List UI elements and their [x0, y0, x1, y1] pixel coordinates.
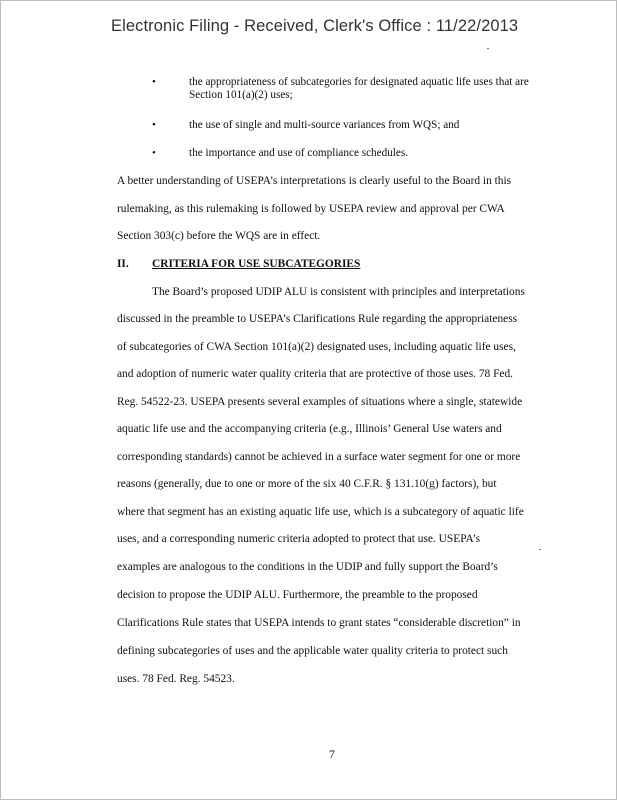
bullet-marker: •: [152, 119, 156, 131]
text-line: decision to propose the UDIP ALU. Furthermore, the preamble to the proposed: [117, 589, 478, 601]
text-line: of subcategories of CWA Section 101(a)(2) designated uses, including aquatic life uses,: [117, 341, 516, 353]
bullet-marker: •: [152, 147, 156, 159]
text-line: reasons (generally, due to one or more of the six 40 C.F.R. § 131.10(g) factors), but: [117, 478, 497, 490]
text-line: and adoption of numeric water quality criteria that are protective of those uses. 78 Fed.: [117, 368, 514, 380]
text-line: corresponding standards) cannot be achieved in a surface water segment for one or more: [117, 451, 521, 463]
text-line: A better understanding of USEPA’s interpretations is clearly useful to the Board in this: [117, 175, 512, 187]
filing-stamp-header: Electronic Filing - Received, Clerk's Office : 11/22/2013: [111, 17, 519, 35]
bullet-item: the appropriateness of subcategories for designated aquatic life uses that are Section 101(a)(2) uses;: [189, 76, 529, 101]
bullet-marker: •: [152, 76, 156, 88]
text-line: where that segment has an existing aquatic life use, which is a subcategory of aquatic life: [117, 506, 524, 518]
text-line: uses. 78 Fed. Reg. 54523.: [117, 673, 235, 685]
text-line: Section 303(c) before the WQS are in effect.: [117, 230, 321, 242]
text-line: Reg. 54522-23. USEPA presents several examples of situations where a single, statewide: [117, 396, 523, 408]
text-line: discussed in the preamble to USEPA’s Clarifications Rule regarding the appropriateness: [117, 313, 518, 325]
text-line: rulemaking, as this rulemaking is followed by USEPA review and approval per CWA: [117, 203, 505, 215]
text-line: uses, and a corresponding numeric criteria adopted to protect that use. USEPA’s: [117, 533, 481, 545]
text-line: The Board’s proposed UDIP ALU is consistent with principles and interpretations: [152, 286, 525, 298]
scan-speck: [539, 549, 541, 550]
bullet-item: the importance and use of compliance schedules.: [189, 147, 409, 159]
section-number: II.: [117, 258, 129, 270]
text-line: defining subcategories of uses and the applicable water quality criteria to protect such: [117, 645, 508, 657]
section-title: CRITERIA FOR USE SUBCATEGORIES: [152, 258, 361, 270]
bullet-item: the use of single and multi-source variances from WQS; and: [189, 119, 460, 131]
text-line: aquatic life use and the accompanying criteria (e.g., Illinois’ General Use waters and: [117, 423, 502, 435]
text-line: examples are analogous to the conditions in the UDIP and fully support the Board’s: [117, 561, 498, 573]
page-number: 7: [329, 747, 335, 761]
scan-speck: [487, 48, 489, 49]
text-line: Clarifications Rule states that USEPA intends to grant states “considerable discretion” in: [117, 617, 521, 629]
